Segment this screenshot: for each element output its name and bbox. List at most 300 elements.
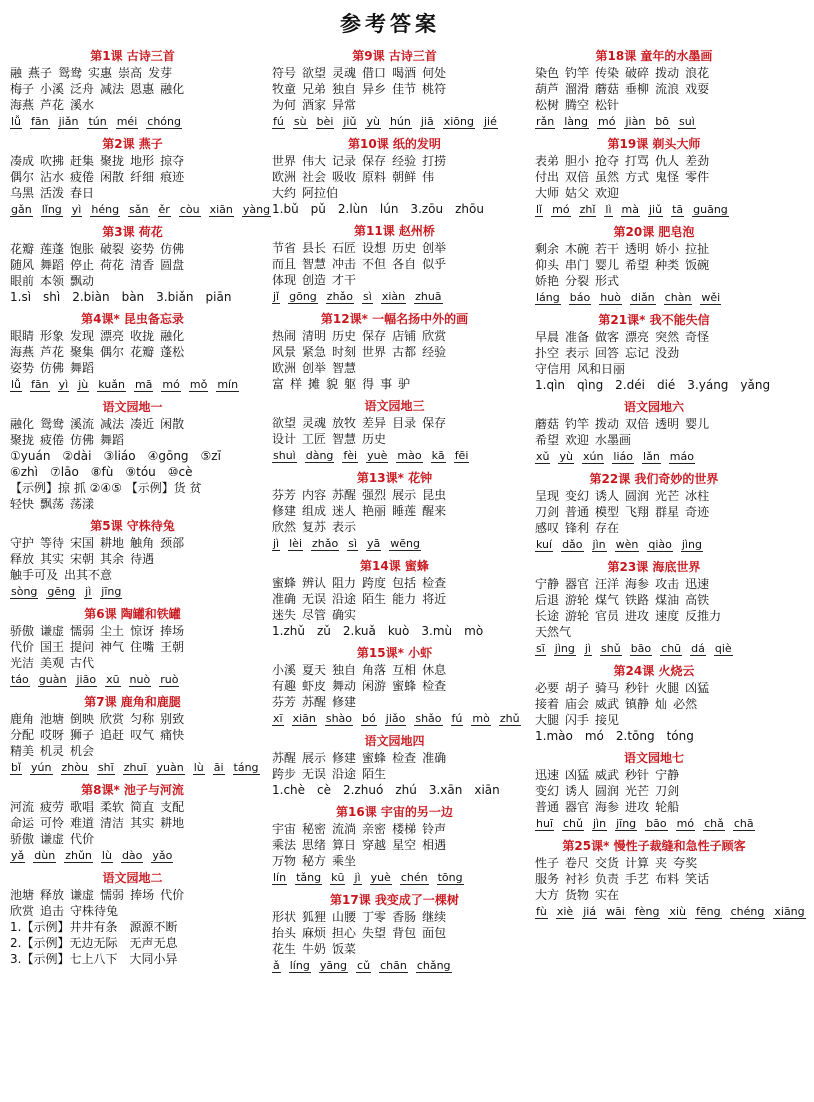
vocab-word: 继续 (422, 910, 447, 924)
pinyin-blank: shǎo (415, 712, 442, 725)
vocab-word: 守护 (10, 536, 35, 550)
vocab-word: 香肠 (392, 910, 417, 924)
pinyin-blank: yù (366, 115, 380, 128)
word-row (535, 783, 773, 799)
pinyin-blank: báo (569, 291, 591, 304)
word-row (10, 185, 255, 201)
lesson-section (272, 892, 517, 974)
vocab-word: 王朝 (160, 640, 185, 654)
vocab-word: 垂柳 (625, 82, 650, 96)
vocab-word: 轮船 (655, 800, 680, 814)
pinyin-row (10, 201, 271, 218)
vocab-word: 朝鲜 (392, 170, 417, 184)
vocab-word: 牛奶 (302, 942, 327, 956)
pinyin-blank: gōng (289, 290, 317, 303)
vocab-word: 保存 (422, 416, 447, 430)
word-row (272, 81, 517, 97)
vocab-word: 样 (290, 377, 303, 391)
vocab-word: 卷尺 (565, 856, 590, 870)
word-row (535, 81, 773, 97)
vocab-word: 大腿 (535, 713, 560, 727)
pinyin-blank: mà (621, 203, 639, 216)
lesson-heading: 第22课 我们奇妙的世界 (589, 472, 719, 486)
vocab-word: 婴儿 (685, 417, 710, 431)
pinyin-blank: jì (584, 642, 591, 655)
word-row (535, 855, 773, 871)
vocab-word: 紧急 (302, 345, 327, 359)
vocab-word: 崇高 (118, 66, 143, 80)
vocab-word: 凶猛 (565, 768, 590, 782)
vocab-word: 攻击 (655, 577, 680, 591)
word-row (10, 65, 255, 81)
vocab-word: 得 (362, 377, 375, 391)
vocab-word: 其余 (100, 552, 125, 566)
pinyin-blank: wēng (390, 537, 421, 550)
vocab-word: 历史 (362, 432, 387, 446)
vocab-word: 海参 (595, 800, 620, 814)
pinyin-blank: jiǎn (58, 115, 79, 128)
vocab-word: 灵魂 (302, 416, 327, 430)
lesson-section (10, 870, 255, 967)
lesson-heading: 第25课* 慢性子裁缝和急性子顾客 (562, 839, 746, 853)
pinyin-blank: fān (31, 378, 49, 391)
vocab-word: 凑成 (10, 154, 35, 168)
pinyin-row (10, 583, 255, 600)
vocab-word: 威武 (595, 768, 620, 782)
pinyin-blank: jīng (101, 585, 122, 598)
vocab-word: 叹气 (130, 728, 155, 742)
vocab-word: 1.qìn qìng 2.déi dié 3.yáng yǎng (535, 378, 771, 392)
vocab-word: 秘密 (302, 822, 327, 836)
lesson-heading: 第4课* 昆虫备忘录 (81, 312, 184, 326)
pinyin-blank: héng (91, 203, 120, 216)
vocab-word: 鹿角 (10, 712, 35, 726)
word-row (272, 256, 517, 272)
lesson-section (272, 223, 517, 305)
vocab-word: 符号 (272, 66, 297, 80)
pinyin-blank: rǎn (536, 115, 555, 128)
vocab-word: 长途 (535, 609, 560, 623)
vocab-word: 苏醒 (302, 695, 327, 709)
pinyin-blank: dàng (305, 449, 334, 462)
vocab-word: 古代 (70, 656, 95, 670)
vocab-word: 驴 (398, 377, 411, 391)
pinyin-blank: bāo (646, 817, 667, 830)
vocab-word: 偶尔 (100, 345, 125, 359)
lesson-section (535, 224, 773, 306)
vocab-word: 汪洋 (595, 577, 620, 591)
vocab-word: 万物 (272, 854, 297, 868)
vocab-word: 经验 (392, 154, 417, 168)
vocab-word: 神气 (100, 640, 125, 654)
pinyin-blank: jiǔ (648, 203, 663, 216)
word-row (10, 903, 255, 919)
word-row (272, 376, 517, 392)
vocab-word: 器官 (565, 800, 590, 814)
pinyin-blank: suì (679, 115, 695, 128)
pinyin-blank: xǔ (536, 450, 550, 463)
pinyin-blank: kā (431, 449, 445, 462)
vocab-word: 冰柱 (685, 489, 710, 503)
pinyin-blank: zhuī (123, 761, 147, 774)
vocab-word: 1.【示例】井井有条 源源不断 (10, 920, 178, 934)
word-row (272, 837, 517, 853)
vocab-word: 倒映 (70, 712, 95, 726)
vocab-word: 懦弱 (100, 888, 125, 902)
vocab-word: 流浪 (655, 82, 680, 96)
vocab-word: 胆小 (565, 154, 590, 168)
lesson-section (272, 48, 517, 130)
vocab-word: 追击 (40, 904, 65, 918)
pinyin-blank: fú (451, 712, 463, 725)
vocab-word: 体现 (272, 273, 297, 287)
vocab-word: 镇静 (625, 697, 650, 711)
vocab-word: 收拢 (130, 329, 155, 343)
vocab-word: 游轮 (565, 609, 590, 623)
vocab-word: 沿途 (332, 767, 357, 781)
vocab-word: 检查 (422, 679, 447, 693)
lesson-heading: 第8课* 池子与河流 (81, 783, 184, 797)
pinyin-blank: mó (552, 203, 570, 216)
vocab-word: 蘑菇 (535, 417, 560, 431)
word-row (535, 624, 773, 640)
vocab-word: 活泼 (40, 186, 65, 200)
vocab-word: 谦虚 (40, 624, 65, 638)
vocab-word: 欲望 (272, 416, 297, 430)
pinyin-blank: máo (669, 450, 694, 463)
vocab-word: 欢迎 (595, 186, 620, 200)
word-row (535, 65, 773, 81)
vocab-word: 溪流 (70, 417, 95, 431)
vocab-word: 铁路 (625, 593, 650, 607)
pinyin-blank: huò (600, 291, 621, 304)
vocab-word: 花瓣 (10, 242, 35, 256)
vocab-word: 飘荡 (40, 497, 65, 511)
vocab-word: 普通 (565, 505, 590, 519)
pinyin-blank: liáo (613, 450, 634, 463)
vocab-word: 聚集 (70, 345, 95, 359)
vocab-word: 闲散 (160, 417, 185, 431)
pinyin-blank: chàn (664, 291, 692, 304)
vocab-word: 无误 (302, 767, 327, 781)
word-row (272, 821, 517, 837)
pinyin-row (272, 869, 517, 886)
vocab-word: 手艺 (625, 872, 650, 886)
vocab-word: 眼前 (10, 274, 35, 288)
pinyin-blank: guàn (38, 673, 67, 686)
pinyin-blank: lì (605, 203, 612, 216)
vocab-word: 庙会 (565, 697, 590, 711)
word-row (272, 607, 517, 623)
pinyin-blank: yǎo (152, 849, 173, 862)
lesson-heading: 第13课* 花钟 (356, 471, 433, 485)
vocab-word: 回答 (595, 346, 620, 360)
pinyin-blank: wāi (606, 905, 625, 918)
vocab-word: 惊讶 (130, 624, 155, 638)
pinyin-blank: chǎ (704, 817, 724, 830)
word-row (535, 361, 773, 377)
pinyin-blank: sī (536, 642, 545, 655)
pinyin-blank: xū (106, 673, 120, 686)
vocab-word: 确实 (332, 608, 357, 622)
pinyin-blank: fān (31, 115, 49, 128)
vocab-word: 借口 (362, 66, 387, 80)
vocab-word: 打骂 (625, 154, 650, 168)
vocab-word: 拨动 (595, 417, 620, 431)
word-row (10, 241, 255, 257)
pinyin-blank: chén (400, 871, 428, 884)
vocab-word: 串门 (565, 258, 590, 272)
vocab-word: 表示 (565, 346, 590, 360)
vocab-word: 1.zhǔ zǔ 2.kuǎ kuò 3.mù mò (272, 624, 484, 638)
word-row (272, 431, 517, 447)
vocab-word: 聚拢 (100, 154, 125, 168)
vocab-word: 提问 (70, 640, 95, 654)
vocab-word: 刀剑 (655, 784, 680, 798)
vocab-word: 蘑菇 (595, 82, 620, 96)
lesson-section (272, 804, 517, 886)
vocab-word: 机灵 (40, 744, 65, 758)
vocab-word: 仇人 (655, 154, 680, 168)
vocab-word: 骄傲 (10, 624, 35, 638)
vocab-word: 方式 (625, 170, 650, 184)
vocab-word: 匀称 (130, 712, 155, 726)
vocab-word: 舞蹈 (70, 361, 95, 375)
pinyin-blank: hún (389, 115, 411, 128)
vocab-word: 躯 (344, 377, 357, 391)
pinyin-blank: gǎn (11, 203, 32, 216)
vocab-word: 摊 (308, 377, 321, 391)
vocab-word: 冲击 (332, 257, 357, 271)
word-row (535, 767, 773, 783)
lesson-heading: 第16课 宇宙的另一边 (336, 805, 453, 819)
pinyin-blank: xiān (292, 712, 316, 725)
vocab-word: 鸳鸯 (58, 66, 83, 80)
vocab-word: 松针 (595, 98, 620, 112)
vocab-word: 异乡 (362, 82, 387, 96)
word-row (10, 360, 255, 376)
vocab-word: 谦虚 (70, 888, 95, 902)
vocab-word: 谦虚 (40, 832, 65, 846)
lesson-heading: 第9课 古诗三首 (352, 49, 437, 63)
vocab-word: 飞翔 (625, 505, 650, 519)
vocab-word: 疲倦 (40, 433, 65, 447)
vocab-word: 颈部 (160, 536, 185, 550)
vocab-word: 服务 (535, 872, 560, 886)
vocab-word: 强烈 (362, 488, 387, 502)
pinyin-row (272, 535, 517, 552)
vocab-word: 扑空 (535, 346, 560, 360)
vocab-word: 打捞 (422, 154, 447, 168)
vocab-word: 饭碗 (685, 258, 710, 272)
pinyin-blank: yā (367, 537, 381, 550)
vocab-word: 痛快 (160, 728, 185, 742)
pinyin-blank: huī (536, 817, 553, 830)
vocab-word: 2.【示例】无边无际 无声无息 (10, 936, 178, 950)
vocab-word: 兄弟 (302, 82, 327, 96)
vocab-word: 陌生 (362, 592, 387, 606)
pinyin-blank: jīng (616, 817, 637, 830)
word-row (10, 535, 255, 551)
pinyin-blank: zhǎo (312, 537, 339, 550)
vocab-word: 希望 (535, 433, 560, 447)
lesson-heading: 第14课 蜜蜂 (360, 559, 429, 573)
vocab-word: 欣赏 (422, 329, 447, 343)
lesson-section (535, 471, 773, 553)
pinyin-row (10, 113, 255, 130)
pinyin-blank: táo (11, 673, 29, 686)
vocab-word: 佳节 (392, 82, 417, 96)
pinyin-blank: mào (397, 449, 422, 462)
vocab-word: 希望 (625, 258, 650, 272)
word-row (272, 766, 517, 782)
pinyin-row (10, 847, 255, 864)
pinyin-blank: láng (536, 291, 560, 304)
vocab-word: 秒针 (625, 768, 650, 782)
pinyin-blank: yuè (370, 871, 391, 884)
word-row (10, 81, 255, 97)
pinyin-blank: zhǔ (499, 712, 520, 725)
lesson-heading: 第5课 守株待兔 (90, 519, 175, 533)
vocab-word: 形式 (595, 274, 620, 288)
vocab-word: 溪水 (70, 98, 95, 112)
vocab-word: 异常 (332, 98, 357, 112)
vocab-word: 吹拂 (40, 154, 65, 168)
vocab-word: 内容 (302, 488, 327, 502)
lesson-heading: 第24课 火烧云 (613, 664, 695, 678)
vocab-word: 蓬松 (160, 345, 185, 359)
word-row (272, 694, 517, 710)
word-row (272, 575, 517, 591)
lesson-heading: 第19课 剃头大师 (607, 137, 701, 151)
pinyin-blank: guāng (693, 203, 728, 216)
vocab-word: 鬼怪 (655, 170, 680, 184)
vocab-word: 宋国 (70, 536, 95, 550)
vocab-word: 灿 (655, 697, 668, 711)
vocab-word: 纤细 (130, 170, 155, 184)
pinyin-blank: sì (348, 537, 358, 550)
lesson-section (272, 470, 517, 552)
vocab-word: 呈现 (535, 489, 560, 503)
vocab-word: 亲密 (362, 822, 387, 836)
word-row (272, 925, 517, 941)
vocab-word: 速度 (655, 609, 680, 623)
vocab-word: 光芒 (655, 489, 680, 503)
vocab-word: 抢夺 (595, 154, 620, 168)
pinyin-blank: yāng (319, 959, 348, 972)
vocab-word: 闲散 (100, 170, 125, 184)
vocab-word: 出其不意 (64, 568, 113, 582)
vocab-word: 融 (10, 66, 23, 80)
vocab-word: 圆润 (595, 784, 620, 798)
pinyin-blank: mó (598, 115, 616, 128)
vocab-word: 算日 (332, 838, 357, 852)
vocab-word: 等待 (40, 536, 65, 550)
word-row (10, 951, 255, 967)
vocab-word: 煤气 (595, 593, 620, 607)
pinyin-blank: kuǎn (98, 378, 125, 391)
pinyin-blank: xiù (669, 905, 687, 918)
word-row (272, 344, 517, 360)
word-row (272, 909, 517, 925)
word-row (10, 496, 255, 512)
pinyin-blank: mā (134, 378, 153, 391)
vocab-word: 随风 (10, 258, 35, 272)
vocab-word: 游轮 (565, 593, 590, 607)
vocab-word: 双倍 (565, 170, 590, 184)
pinyin-blank: xiōng (443, 115, 474, 128)
pinyin-blank: jìng (554, 642, 575, 655)
vocab-word: 欧洲 (272, 361, 297, 375)
lesson-heading: 第10课 纸的发明 (348, 137, 441, 151)
vocab-word: 包括 (392, 576, 417, 590)
vocab-word: 河流 (10, 800, 35, 814)
pinyin-blank: chéng (730, 905, 765, 918)
vocab-word: 命运 (10, 816, 35, 830)
vocab-word: 美观 (40, 656, 65, 670)
pinyin-blank: yì (58, 378, 69, 391)
pinyin-blank: jiā (420, 115, 434, 128)
vocab-word: 代价 (160, 888, 185, 902)
pinyin-blank: ǎ (273, 959, 280, 972)
vocab-word: 辨认 (302, 576, 327, 590)
vocab-word: 哎呀 (40, 728, 65, 742)
vocab-word: 跨步 (272, 767, 297, 781)
vocab-word: 普通 (535, 800, 560, 814)
word-row (10, 432, 255, 448)
vocab-word: 耕地 (100, 536, 125, 550)
word-row (10, 328, 255, 344)
vocab-word: 模型 (595, 505, 620, 519)
vocab-word: 虽然 (595, 170, 620, 184)
word-row (535, 432, 773, 448)
vocab-word: 乌黑 (10, 186, 35, 200)
vocab-word: 展示 (302, 751, 327, 765)
vocab-word: 燕子 (28, 66, 53, 80)
vocab-word: 春日 (70, 186, 95, 200)
pinyin-blank: jìng (681, 538, 702, 551)
vocab-word: 拉扯 (685, 242, 710, 256)
pinyin-row (535, 536, 773, 553)
pinyin-blank: lín (273, 871, 287, 884)
vocab-word: 麻烦 (302, 926, 327, 940)
pinyin-blank: xiàn (381, 290, 406, 303)
word-row (10, 464, 255, 480)
pinyin-blank: wěi (701, 291, 721, 304)
word-row (272, 169, 517, 185)
lesson-section (535, 559, 773, 657)
pinyin-row (10, 376, 255, 393)
lesson-heading: 第23课 海底世界 (607, 560, 701, 574)
vocab-word: 透明 (655, 417, 680, 431)
vocab-word: 石匠 (332, 241, 357, 255)
vocab-word: 保存 (362, 154, 387, 168)
vocab-word: 器官 (565, 577, 590, 591)
word-row (535, 504, 773, 520)
vocab-word: 若干 (595, 242, 620, 256)
vocab-word: 偶尔 (10, 170, 35, 184)
lesson-section (10, 694, 259, 776)
word-row (10, 935, 255, 951)
vocab-word: 圆盘 (160, 258, 185, 272)
pinyin-blank: lǚ (11, 378, 22, 391)
vocab-word: 迅速 (685, 577, 710, 591)
vocab-word: 县长 (302, 241, 327, 255)
vocab-word: 荷花 (100, 258, 125, 272)
vocab-word: 艳丽 (362, 504, 387, 518)
vocab-word: 拨动 (655, 66, 680, 80)
vocab-word: 分配 (10, 728, 35, 742)
